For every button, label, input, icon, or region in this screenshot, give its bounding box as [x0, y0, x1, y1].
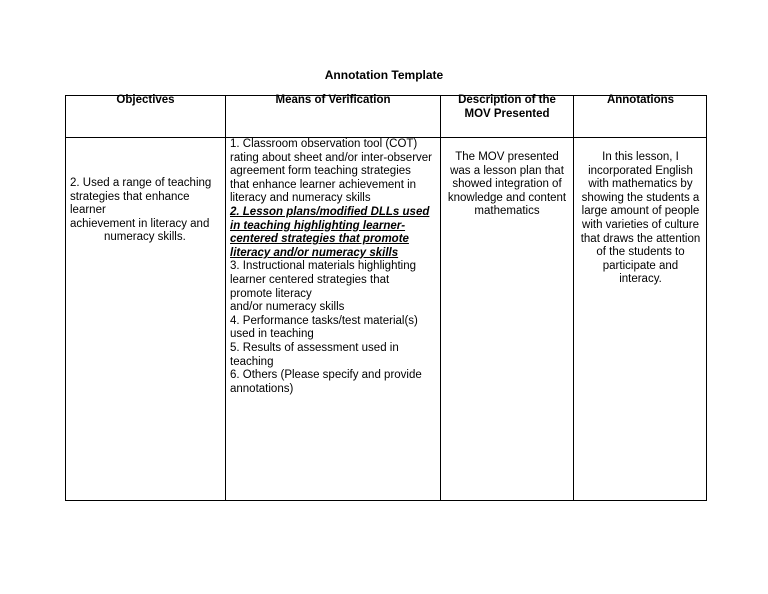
means-item-6: annotations) [230, 382, 294, 395]
header-description-line: MOV Presented [464, 107, 550, 120]
header-objectives-label: Objectives [116, 94, 175, 106]
means-cell [230, 138, 440, 396]
description-line: mathematics [474, 205, 540, 218]
description-line: showed integration of [452, 178, 562, 191]
annotation-line: interacy. [619, 273, 662, 286]
means-item-2-highlighted: centered strategies that promote [230, 233, 409, 246]
objective-line: achievement in literacy and [70, 217, 210, 230]
annotation-line: with mathematics by [588, 178, 693, 191]
objective-line: learner [70, 204, 106, 217]
description-line: knowledge and content [447, 191, 567, 204]
annotation-line: of the students to [596, 246, 685, 259]
means-item-1: that enhance learner achievement in [230, 178, 417, 191]
means-item-4: used in teaching [230, 328, 314, 341]
means-item-1: rating about sheet and/or inter-observer [230, 151, 433, 164]
objective-line: strategies that enhance [70, 190, 190, 203]
means-item-3: learner centered strategies that [230, 273, 390, 286]
header-objectives [66, 94, 225, 108]
header-means-of-verification [226, 94, 440, 108]
column-divider [225, 95, 226, 501]
objective-line: 2. Used a range of teaching [70, 177, 212, 189]
means-item-6: 6. Others (Please specify and provide [230, 369, 422, 382]
description-cell [441, 151, 573, 219]
annotation-line: incorporated English [588, 164, 693, 177]
header-description [441, 94, 573, 121]
document-title: Annotation Template [324, 68, 444, 82]
header-description-line: Description of the [458, 94, 556, 106]
header-annotations-label: Annotations [606, 94, 675, 106]
means-item-5: teaching [230, 355, 274, 368]
annotation-line: with varieties of culture [582, 218, 699, 231]
description-line: The MOV presented [455, 151, 559, 163]
means-item-4: 4. Performance tasks/test material(s) [230, 314, 418, 327]
means-item-1: 1. Classroom observation tool (COT) [230, 138, 418, 150]
annotation-line: large amount of people [581, 205, 700, 218]
objective-cell [70, 177, 225, 245]
annotation-line: participate and [602, 259, 679, 272]
means-item-2-highlighted: literacy and/or numeracy skills [230, 246, 399, 259]
annotation-line: that draws the attention [580, 232, 701, 245]
means-item-3: 3. Instructional materials highlighting [230, 260, 417, 273]
means-item-5: 5. Results of assessment used in [230, 341, 399, 354]
means-item-2-highlighted: in teaching highlighting learner- [230, 219, 406, 232]
means-item-3: promote literacy [230, 287, 312, 300]
annotation-line: showing the students a [581, 191, 700, 204]
description-line: was a lesson plan that [450, 164, 564, 177]
annotations-cell [574, 151, 707, 287]
header-means-label: Means of Verification [275, 94, 391, 106]
objective-line: numeracy skills. [104, 231, 186, 244]
means-item-3: and/or numeracy skills [230, 301, 345, 314]
annotation-line: In this lesson, I [602, 151, 679, 163]
means-item-1: literacy and numeracy skills [230, 192, 371, 205]
means-item-1: agreement form teaching strategies [230, 165, 411, 178]
header-annotations [574, 94, 707, 108]
means-item-2-highlighted: 2. Lesson plans/modified DLLs used [230, 205, 430, 218]
